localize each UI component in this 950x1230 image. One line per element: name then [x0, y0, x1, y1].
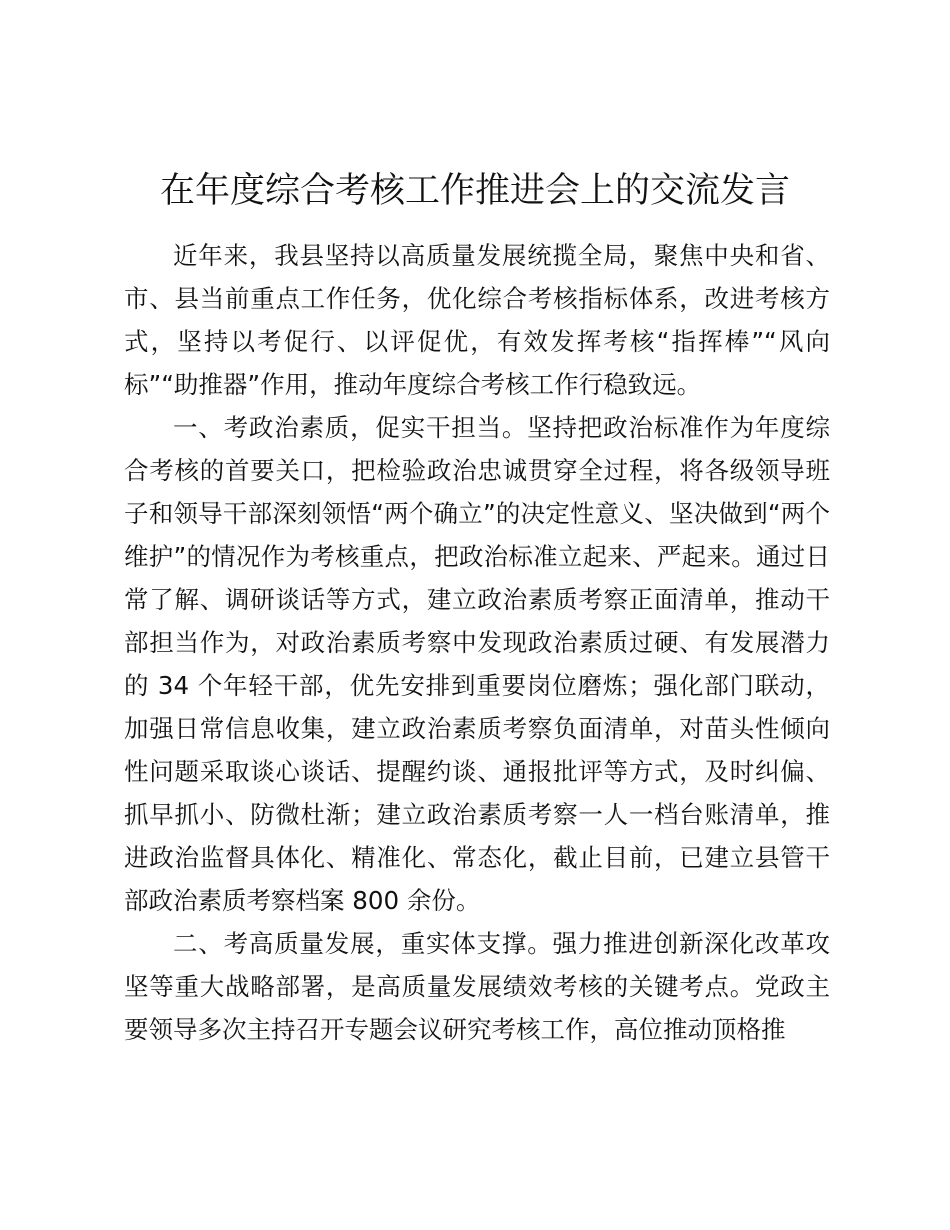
- paragraph-section-2: [124, 922, 830, 1051]
- paragraph-intro: [124, 234, 830, 406]
- document-body: [124, 234, 830, 1051]
- paragraph-section-1: [124, 406, 830, 922]
- paragraph-text: 坚持把政治标准作为年度综合考核的首要关口，把检验政治忠诚贯穿全过程，将各级领导班子和领导干部深刻领悟“两个确立”的决定性意义、坚决做到“两个维护”的情况作为考核重点，把政治标准立起来、严起来。通过日常了解、调研谈话等方式，建立政治素质考察正面清单，推动干部担当作为，对政治素质考察中发现政治素质过硬、有发展潜力的 34 个年轻干部，优先安排到重要岗位磨炼；强化部门联动，加强日常信息收集，建立政治素质考察负面清单，对苗头性倾向性问题采取谈心谈话、提醒约谈、通报批评等方式，及时纠偏、抓早抓小、防微杜渐；建立政治素质考察一人一档台账清单，推进政治监督具体化、精准化、常态化，截止目前，已建立县管干部政治素质考察档案 800 余份。: [124, 413, 831, 915]
- section-heading: 一、考政治素质，促实干担当。: [173, 413, 528, 442]
- paragraph-text: 强力推进创新深化改革攻坚等重大战略部署，是高质量发展绩效考核的关键考点。党政主要领导多次主持召开专题会议研究考核工作，高位推动顶格推: [124, 929, 830, 1044]
- section-heading: 二、考高质量发展，重实体支撑。: [173, 929, 553, 958]
- document-title: 在年度综合考核工作推进会上的交流发言: [159, 171, 790, 211]
- paragraph-text: 近年来，我县坚持以高质量发展统揽全局，聚焦中央和省、市、县当前重点工作任务，优化综合考核指标体系，改进考核方式，坚持以考促行、以评促优，有效发挥考核“指挥棒”“风向标”“助推器”作用，推动年度综合考核工作行稳致远。: [124, 241, 830, 399]
